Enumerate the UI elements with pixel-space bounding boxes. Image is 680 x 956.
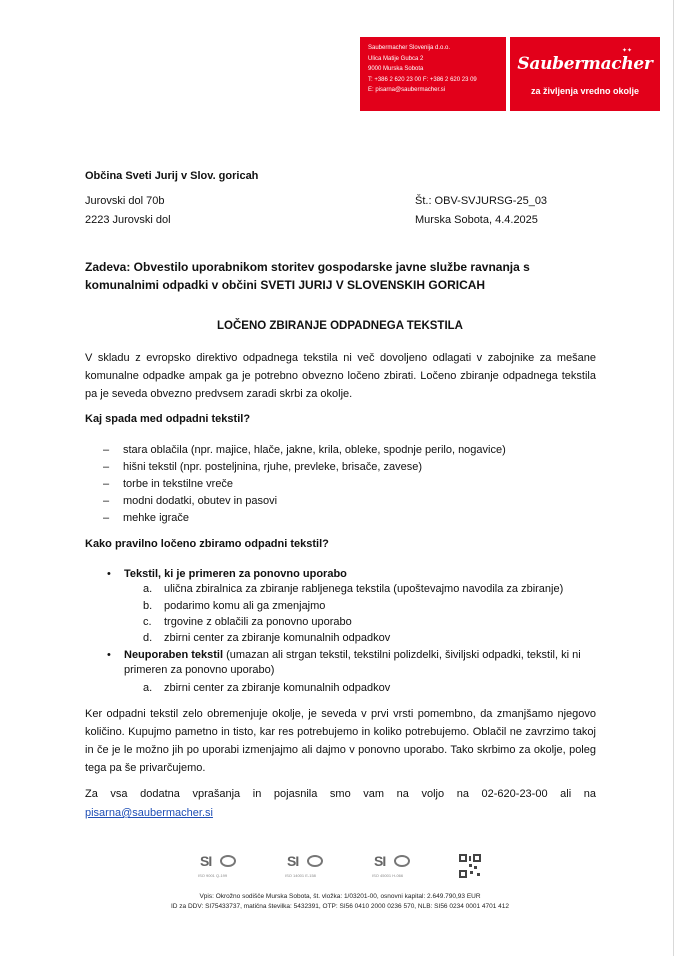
section-heading: LOČENO ZBIRANJE ODPADNEGA TEKSTILA xyxy=(217,320,463,332)
question-what: Kaj spada med odpadni tekstil? xyxy=(85,413,251,425)
category-reusable: • Tekstil, ki je primeren za ponovno uporabo xyxy=(107,568,347,580)
contact-email-link[interactable]: pisarna@saubermacher.si xyxy=(85,807,213,819)
list-item: – hišni tekstil (npr. posteljnina, rjuhe, prevleke, brisače, zavese) xyxy=(103,461,422,473)
iso-45001-logo: SI ISO 45001 H-066 xyxy=(368,851,418,881)
document-reference: Št.: OBV-SVJURSG-25_03 xyxy=(415,195,548,207)
iso-9001-logo: SI ISO 9001 Q-199 xyxy=(194,851,244,881)
list-item: – torbe in tekstilne vreče xyxy=(103,478,234,490)
list-item: a. ulična zbiralnica za zbiranje rabljenega tekstila (upoštevajmo navodila za zbiranje) xyxy=(143,583,564,595)
subject-line: Zadeva: Obvestilo uporabnikom storitev gospodarske javne službe ravnanja s komunalnimi odpadki v občini SVETI JURIJ V SLOVENSKIH GORICAH xyxy=(85,260,530,292)
intro-paragraph: V skladu z evropsko direktivo odpadnega tekstila ni več dovoljeno odlagati v zabojnike za mešane komunalne odpadke ampak ga je potrebno obvezno ločeno zbirati. Ločeno zbiranje odpadnega tekstila pa je seveda obvezno predvsem zaradi skrbi za okolje. xyxy=(85,352,596,400)
footer-registration: Vpis: Okrožno sodišče Murska Sobota, št. vložka: 1/03201-00, osnovni kapital: 2.649.790,93 EUR xyxy=(199,893,481,900)
recipient-city: 2223 Jurovski dol xyxy=(85,214,171,226)
list-item: – stara oblačila (npr. majice, hlače, jakne, krila, obleke, spodnje perilo, nogavice) xyxy=(103,444,506,456)
question-how: Kako pravilno ločeno zbiramo odpadni tekstil? xyxy=(85,538,329,550)
list-item: b. podarimo komu ali ga zmenjajmo xyxy=(143,600,326,612)
bullet-icon: • xyxy=(107,649,111,661)
brand-logo-box xyxy=(510,37,660,111)
brand-tagline: za življenja vredno okolje xyxy=(530,86,640,96)
list-item: – modni dodatki, obutev in pasovi xyxy=(103,495,278,507)
company-city: 9000 Murska Sobota xyxy=(368,66,424,72)
bullet-icon: • xyxy=(107,568,111,580)
closing-paragraph: Ker odpadni tekstil zelo obremenjuje okolje, je seveda v prvi vrsti pomembno, da zmanjšamo njegovo količino. Kupujmo pametno in tisto, kar res potrebujemo in koliko potrebujemo. Oblačil ne zavrzimo takoj in če je le možno jih po uporabi izmenjajmo ali dajmo v ponovno uporabo. Tako skrbimo za okolje, poleg tega pa še privarčujemo. xyxy=(85,708,596,774)
company-name: Saubermacher Slovenija d.o.o. xyxy=(368,45,451,51)
list-item: a. zbirni center za zbiranje komunalnih odpadkov xyxy=(143,682,391,694)
company-phone: T: +386 2 620 23 00 F: +386 2 620 23 09 xyxy=(368,76,477,83)
sparkle-icon: ✦✦ xyxy=(622,48,633,54)
qr-code-icon xyxy=(458,853,482,879)
footer-tax-bank: ID za DDV: SI75433737, matična številka: 5432391, OTP: SI56 0410 2000 0236 570, NLB: SI56 0234 0001 4701 412 xyxy=(171,903,509,910)
recipient-street: Jurovski dol 70b xyxy=(85,195,165,207)
company-email: E: pisarna@saubermacher.si xyxy=(368,87,446,93)
list-item: c. trgovine z oblačili za ponovno uporabo xyxy=(143,616,352,628)
page-edge xyxy=(673,0,674,956)
category-unusable: • Neuporaben tekstil (umazan ali strgan tekstil, tekstilni polizdelki, šiviljski odpadki, tekstil, ki ni primeren za ponovno uporabo) xyxy=(107,649,581,676)
document-date: Murska Sobota, 4.4.2025 xyxy=(415,214,538,226)
list-item: d. zbirni center za zbiranje komunalnih odpadkov xyxy=(143,632,391,644)
contact-paragraph: Za vsa dodatna vprašanja in pojasnila smo vam na voljo na 02-620-23-00 ali na xyxy=(85,788,596,800)
recipient-name: Občina Sveti Jurij v Slov. goricah xyxy=(85,170,259,182)
brand-logo: Saubermacher xyxy=(517,54,653,74)
list-item: – mehke igrače xyxy=(103,512,190,524)
company-address-box xyxy=(360,37,506,111)
company-street: Ulica Matije Gubca 2 xyxy=(368,55,424,62)
iso-14001-logo: SI ISO 14001 E-158 xyxy=(281,851,331,881)
